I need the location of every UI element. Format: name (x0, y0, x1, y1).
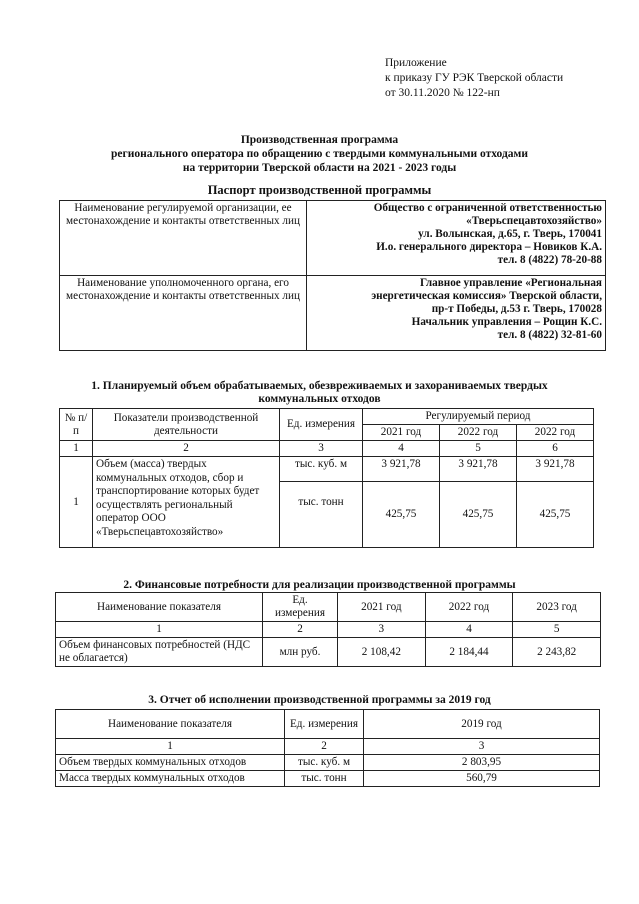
table-row (56, 739, 600, 755)
value-cell: 2 803,95 (364, 755, 600, 771)
table-row (60, 201, 606, 276)
value-cell: 3 921,78 (440, 457, 517, 482)
table-row (56, 593, 601, 622)
title-line-1: Производственная программа (240, 134, 399, 146)
value-cell: 2 108,42 (338, 638, 426, 667)
col-number: 5 (513, 622, 601, 638)
table-row (60, 409, 594, 425)
header-year: 2022 год (425, 593, 513, 622)
header-unit: Ед. измерения (263, 593, 338, 622)
unit-cell: тыс. куб. м (285, 755, 364, 771)
passport-org-line: тел. 8 (4822) 78-20-88 (497, 254, 602, 266)
header-unit: Ед. измерения (280, 409, 363, 441)
table-row (60, 441, 594, 457)
section3-table (55, 709, 600, 787)
header-period: Регулируемый период (363, 409, 594, 425)
passport-org-label: Наименование регулируемой организации, ее местонахождение и контакты ответственных лиц (60, 201, 307, 276)
col-number: 3 (280, 441, 363, 457)
passport-table (59, 200, 606, 351)
col-number: 4 (363, 441, 440, 457)
header-indicator: Показатели производственной деятельности (93, 409, 280, 441)
header-year: 2023 год (513, 593, 601, 622)
passport-authority-value (307, 276, 606, 351)
value-cell: 2 243,82 (513, 638, 601, 667)
header-year: 2021 год (338, 593, 426, 622)
col-number: 5 (440, 441, 517, 457)
header-name: Наименование показателя (56, 710, 285, 739)
appendix-note (385, 56, 563, 101)
passport-org-value (307, 201, 606, 276)
section2-title: 2. Финансовые потребности для реализации производственной программы (123, 579, 516, 591)
passport-authority-line: тел. 8 (4822) 32-81-60 (497, 329, 602, 341)
unit-cell: тыс. тонн (285, 771, 364, 787)
value-cell: 3 921,78 (363, 457, 440, 482)
value-cell: 425,75 (517, 482, 594, 548)
col-number: 3 (364, 739, 600, 755)
col-number: 2 (263, 622, 338, 638)
header-unit: Ед. измерения (285, 710, 364, 739)
col-number: 2 (285, 739, 364, 755)
value-cell: 425,75 (363, 482, 440, 548)
unit-cell: тыс. куб. м (280, 457, 363, 482)
passport-org-line: «Тверьспецавтохозяйство» (466, 215, 602, 227)
appendix-line-2: к приказу ГУ РЭК Тверской области (385, 72, 564, 84)
section1-table (59, 408, 594, 548)
table-row (56, 771, 600, 787)
passport-org-line: И.о. генерального директора – Новиков К.А. (376, 241, 602, 253)
section3-title: 3. Отчет об исполнении производственной программы за 2019 год (148, 694, 491, 706)
header-year: 2022 год (517, 425, 594, 441)
header-no: № п/п (60, 409, 93, 441)
row-label: Объем финансовых потребностей (НДС не облагается) (56, 638, 263, 667)
col-number: 4 (425, 622, 513, 638)
table-row (56, 622, 601, 638)
unit-cell: тыс. тонн (280, 482, 363, 548)
col-number: 1 (56, 739, 285, 755)
table-row (56, 710, 600, 739)
section2-table (55, 592, 601, 667)
passport-org-line: ул. Волынская, д.65, г. Тверь, 170041 (418, 228, 602, 240)
col-number: 1 (56, 622, 263, 638)
appendix-line-3: от 30.11.2020 № 122-нп (385, 87, 500, 99)
row-no: 1 (60, 457, 93, 548)
header-year: 2021 год (363, 425, 440, 441)
value-cell: 560,79 (364, 771, 600, 787)
row-label: Объем (масса) твердых коммунальных отходов, сбор и транспортирование которых будет осуществлять региональный оператор ООО «Тверьспецавтохозяйство» (93, 457, 280, 548)
title-line-3: на территории Тверской области на 2021 - 2023 годы (182, 162, 457, 174)
passport-authority-line: Главное управление «Региональная (419, 277, 602, 289)
value-cell: 425,75 (440, 482, 517, 548)
header-year: 2022 год (440, 425, 517, 441)
value-cell: 3 921,78 (517, 457, 594, 482)
table-row (56, 638, 601, 667)
unit-cell: млн руб. (263, 638, 338, 667)
passport-authority-label: Наименование уполномоченного органа, его местонахождение и контакты ответственных лиц (60, 276, 307, 351)
row-label: Масса твердых коммунальных отходов (56, 771, 285, 787)
header-year: 2019 год (364, 710, 600, 739)
passport-authority-line: Начальник управления – Рощин К.С. (411, 316, 602, 328)
col-number: 1 (60, 441, 93, 457)
table-row (60, 276, 606, 351)
passport-authority-line: энергетическая комиссия» Тверской области, (371, 290, 602, 302)
passport-title: Паспорт производственной программы (207, 183, 432, 197)
col-number: 6 (517, 441, 594, 457)
row-label: Объем твердых коммунальных отходов (56, 755, 285, 771)
section1-title: 1. Планируемый объем обрабатываемых, обезвреживаемых и захораниваемых твердых коммунальных отходов (91, 380, 548, 405)
appendix-line-1: Приложение (385, 57, 447, 69)
document-title (0, 133, 639, 175)
value-cell: 2 184,44 (425, 638, 513, 667)
title-line-2: регионального оператора по обращению с твердыми коммунальными отходами (111, 148, 528, 160)
header-name: Наименование показателя (56, 593, 263, 622)
table-row (60, 457, 594, 482)
passport-authority-line: пр-т Победы, д.53 г. Тверь, 170028 (431, 303, 602, 315)
col-number: 3 (338, 622, 426, 638)
col-number: 2 (93, 441, 280, 457)
passport-org-line: Общество с ограниченной ответственностью (373, 202, 602, 214)
table-row (56, 755, 600, 771)
